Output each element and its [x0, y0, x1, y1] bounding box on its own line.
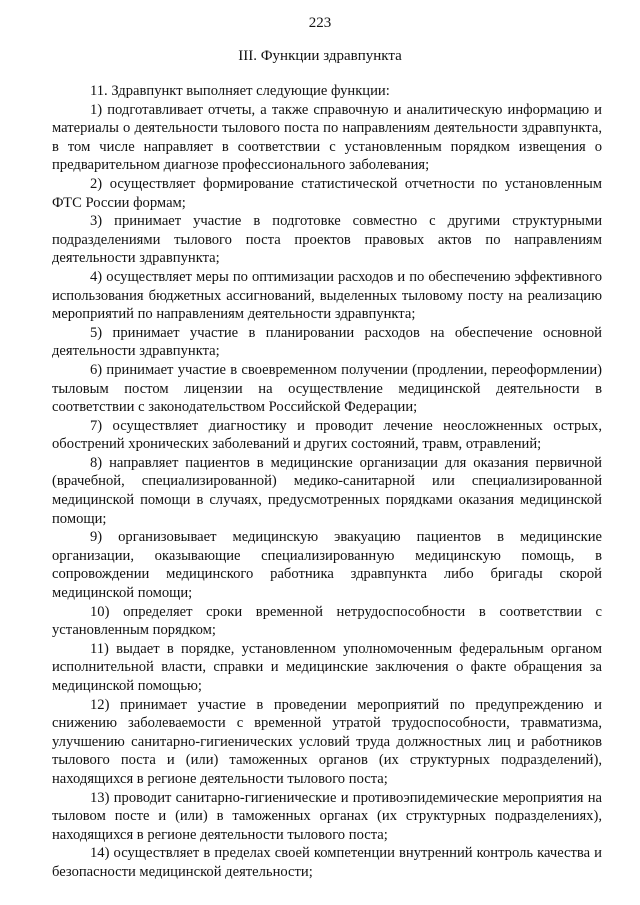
function-item-9: 9) организовывает медицинскую эвакуацию пациентов в медицинские организации, оказывающие специализированную медицинскую помощь, в сопровождении медицинского работника здравпункта либо бригады скорой медицинской помощи; [52, 529, 602, 602]
function-item-11: 11) выдает в порядке, установленном уполномоченным федеральным органом исполнительной власти, справки и медицинские заключения о факте обращения за медицинской помощью; [52, 640, 602, 694]
function-item-12: 12) принимает участие в проведении мероприятий по предупреждению и снижению заболеваемости с временной утратой трудоспособности, травматизма, улучшению санитарно-гигиенических условий труда должностных лиц и работников тылового поста и (или) таможенных органов (их структурных подразделений), находящихся в регионе деятельности тылового поста; [52, 696, 602, 787]
function-item-5: 5) принимает участие в планировании расходов на обеспечение основной деятельности здравпункта; [52, 324, 602, 360]
function-item-10: 10) определяет сроки временной нетрудоспособности в соответствии с установленным порядком; [52, 603, 602, 639]
function-item-1: 1) подготавливает отчеты, а также справочную и аналитическую информацию и материалы о деятельности тылового поста по направлениям деятельности здравпункта, в том числе направляет в соответствии с установленным порядком извещения о предварительном диагнозе профессионального заболевания; [52, 101, 602, 174]
function-item-3: 3) принимает участие в подготовке совместно с другими структурными подразделениями тылового поста проектов правовых актов по направлениям деятельности здравпункта; [52, 213, 602, 267]
function-item-8: 8) направляет пациентов в медицинские организации для оказания первичной (врачебной, специализированной) медико-санитарной или специализированной медицинской помощи в случаях, предусмотренных порядками оказания медицинской помощи; [52, 454, 602, 527]
function-item-4: 4) осуществляет меры по оптимизации расходов и по обеспечению эффективного использования бюджетных ассигнований, выделенных тыловому посту на реализацию мероприятий по направлениям деятельности здравпункта; [52, 268, 602, 323]
page-number: 223 [308, 15, 332, 31]
function-item-2: 2) осуществляет формирование статистической отчетности по установленным ФТС России формам; [52, 175, 602, 211]
function-item-14: 14) осуществляет в пределах своей компетенции внутренний контроль качества и безопасности медицинской деятельности; [52, 845, 602, 880]
section-title: III. Функции здравпункта [238, 48, 402, 64]
function-item-6: 6) принимает участие в своевременном получении (продлении, переоформлении) тыловым постом лицензии на осуществление медицинской деятельности в соответствии с законодательством Российской Федерации; [52, 361, 602, 416]
intro-paragraph: 11. Здравпункт выполняет следующие функции: [90, 83, 390, 99]
function-item-13: 13) проводит санитарно-гигиенические и противоэпидемические мероприятия на тыловом посте и (или) в таможенных органах (их структурных подразделениях), находящихся в регионе деятельности тылового поста; [52, 789, 602, 843]
function-item-7: 7) осуществляет диагностику и проводит лечение неосложненных острых, обострений хронических заболеваний и других состояний, травм, отравлений; [52, 417, 602, 453]
document-body [52, 82, 602, 882]
